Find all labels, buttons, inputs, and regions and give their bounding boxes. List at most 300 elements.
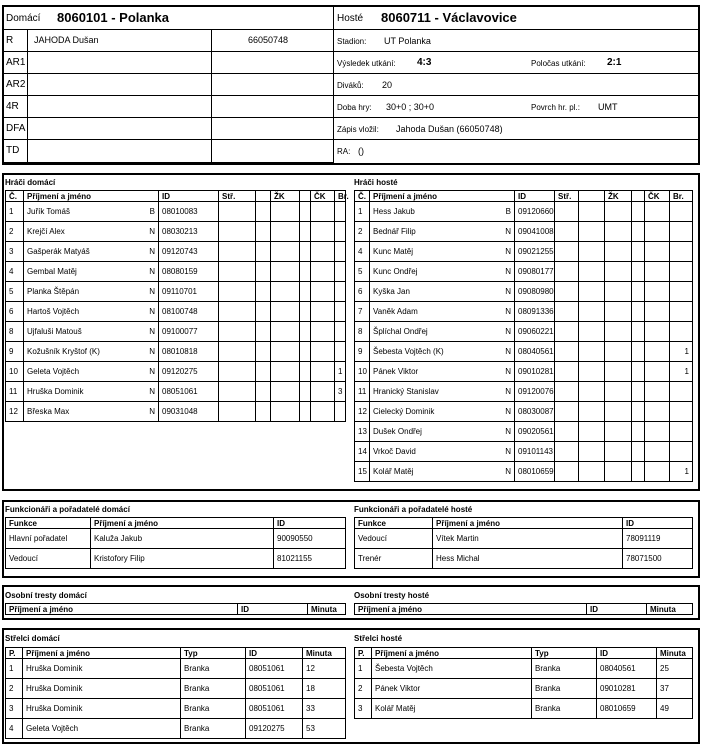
goal-type: Branka (532, 699, 597, 719)
player-red (311, 322, 335, 342)
header-grid (4, 7, 698, 163)
player-cell-empty (300, 202, 311, 222)
recorder-cell (334, 118, 698, 140)
player-red (311, 402, 335, 422)
player-cell-empty (579, 362, 605, 382)
player-id: 08030087 (515, 402, 555, 422)
player-position: N (505, 247, 511, 256)
player-yellow (605, 422, 632, 442)
player-position: N (149, 287, 155, 296)
player-number: 13 (355, 422, 370, 442)
player-cell-empty (579, 462, 605, 482)
player-cell-empty (300, 282, 311, 302)
player-yellow (605, 342, 632, 362)
player-number: 6 (355, 282, 370, 302)
player-goals (219, 342, 256, 362)
goal-type: Branka (181, 679, 246, 699)
col-type: Typ (532, 648, 597, 659)
player-name: Vaněk Adam (373, 307, 418, 316)
ra-label: RA: (337, 147, 351, 156)
official-name-box (27, 52, 212, 73)
player-yellow (605, 442, 632, 462)
away-penalties-table (354, 603, 693, 615)
player-number: 11 (6, 382, 24, 402)
player-id: 08080159 (159, 262, 219, 282)
halftime-value: 2:1 (607, 57, 622, 68)
player-keeper (670, 282, 693, 302)
goal-min: 53 (303, 719, 346, 739)
officials-header-row (355, 518, 693, 529)
player-goals (555, 242, 579, 262)
goal-type: Branka (532, 679, 597, 699)
recorder-value: Jahoda Dušan (66050748) (396, 124, 503, 134)
player-cell-empty (632, 422, 645, 442)
player-position: N (505, 467, 511, 476)
player-row (355, 362, 693, 382)
player-number: 11 (355, 382, 370, 402)
surface-value: UMT (598, 102, 618, 112)
player-id: 08030213 (159, 222, 219, 242)
player-cell-empty (256, 362, 271, 382)
player-name: Kožušník Kryštof (K) (27, 347, 100, 356)
player-cell-empty (579, 422, 605, 442)
goal-row (6, 679, 346, 699)
player-position: N (149, 327, 155, 336)
player-id: 09020561 (515, 422, 555, 442)
player-name-cell (24, 322, 159, 342)
player-yellow (271, 302, 300, 322)
goal-min: 37 (657, 679, 693, 699)
goal-type: Branka (532, 659, 597, 679)
player-keeper (335, 242, 346, 262)
player-id: 09080980 (515, 282, 555, 302)
col-name: Příjmení a jméno (372, 648, 532, 659)
officials-header-row (6, 518, 346, 529)
player-keeper: 1 (335, 362, 346, 382)
player-row (355, 342, 693, 362)
player-row (6, 282, 346, 302)
player-name-cell (370, 242, 515, 262)
official-row (6, 549, 346, 569)
player-name: Pánek Viktor (373, 367, 419, 376)
col-min: Minuta (303, 648, 346, 659)
player-cell-empty (632, 202, 645, 222)
player-keeper (335, 202, 346, 222)
player-goals (219, 382, 256, 402)
player-yellow (605, 402, 632, 422)
player-yellow (271, 202, 300, 222)
official-role: AR1 (6, 57, 26, 68)
player-red (645, 402, 670, 422)
player-keeper (670, 262, 693, 282)
player-keeper: 1 (670, 362, 693, 382)
player-goals (555, 362, 579, 382)
player-yellow (605, 302, 632, 322)
goal-name: Hruška Dominik (23, 659, 181, 679)
player-position: N (505, 347, 511, 356)
goal-row (355, 699, 693, 719)
player-red (645, 242, 670, 262)
player-position: N (505, 267, 511, 276)
player-goals (555, 462, 579, 482)
player-name: Dušek Ondřej (373, 427, 422, 436)
official-row (355, 529, 693, 549)
col-name: Příjmení a jméno (370, 191, 515, 202)
col-name: Příjmení a jméno (6, 604, 238, 615)
goal-id: 08051061 (246, 699, 303, 719)
player-name-cell (370, 442, 515, 462)
player-cell-empty (256, 222, 271, 242)
player-cell-empty (300, 382, 311, 402)
official-role: TD (6, 145, 20, 156)
player-position: N (149, 227, 155, 236)
official-role: R (6, 35, 14, 46)
player-number: 9 (355, 342, 370, 362)
official-role: AR2 (6, 79, 26, 90)
result-value: 4:3 (417, 57, 432, 68)
away-officials-table (354, 517, 693, 569)
goal-p: 2 (355, 679, 372, 699)
col-role: Funkce (6, 518, 91, 529)
player-position: N (149, 247, 155, 256)
player-goals (555, 302, 579, 322)
player-row (355, 462, 693, 482)
player-cell-empty (579, 402, 605, 422)
official-row-r (4, 30, 334, 52)
player-red (311, 262, 335, 282)
home-players-title: Hráči domácí (5, 178, 56, 187)
player-red (311, 302, 335, 322)
player-position: N (505, 387, 511, 396)
player-goals (219, 222, 256, 242)
col-name: Příjmení a jméno (23, 648, 181, 659)
player-yellow (271, 362, 300, 382)
player-position: B (149, 207, 155, 216)
goal-row (6, 699, 346, 719)
goal-row (355, 679, 693, 699)
player-name-cell (370, 422, 515, 442)
player-id: 08010659 (515, 462, 555, 482)
col-name: Příjmení a jméno (355, 604, 587, 615)
player-cell-empty (579, 302, 605, 322)
player-id: 08040561 (515, 342, 555, 362)
home-goals-title: Střelci domácí (5, 634, 60, 643)
playtime-cell (334, 96, 698, 118)
player-position: B (505, 207, 511, 216)
col-x1 (579, 191, 605, 202)
col-p: P. (355, 648, 372, 659)
result-cell (334, 52, 698, 74)
player-name-cell (370, 382, 515, 402)
player-cell-empty (579, 242, 605, 262)
col-x2 (300, 191, 311, 202)
player-name: Bednář Filip (373, 227, 416, 236)
player-number: 1 (6, 202, 24, 222)
player-id: 09120660 (515, 202, 555, 222)
player-red (645, 222, 670, 242)
col-name: Příjmení a jméno (433, 518, 623, 529)
player-name: Hranický Stanislav (373, 387, 439, 396)
home-label: Domácí (6, 13, 41, 24)
player-keeper (335, 322, 346, 342)
player-row (355, 402, 693, 422)
player-cell-empty (579, 262, 605, 282)
player-number: 10 (6, 362, 24, 382)
stadium-value: UT Polanka (384, 36, 431, 46)
player-cell-empty (579, 442, 605, 462)
goal-row (6, 659, 346, 679)
away-penalties-title: Osobní tresty hosté (354, 591, 430, 600)
col-ck: ČK (311, 191, 335, 202)
col-min: Minuta (647, 604, 693, 615)
official-name: Kaluža Jakub (91, 529, 274, 549)
player-cell-empty (300, 222, 311, 242)
player-id: 09060221 (515, 322, 555, 342)
goal-p: 4 (6, 719, 23, 739)
player-cell-empty (300, 322, 311, 342)
official-row (355, 549, 693, 569)
goal-p: 1 (355, 659, 372, 679)
player-yellow (605, 462, 632, 482)
ra-cell (334, 140, 698, 163)
player-row (355, 442, 693, 462)
player-goals (555, 382, 579, 402)
goal-id: 08051061 (246, 679, 303, 699)
player-red (311, 382, 335, 402)
stadium-cell (334, 30, 698, 52)
player-cell-empty (632, 282, 645, 302)
player-id: 09110701 (159, 282, 219, 302)
player-name-cell (370, 462, 515, 482)
col-name: Příjmení a jméno (91, 518, 274, 529)
col-type: Typ (181, 648, 246, 659)
player-goals (555, 222, 579, 242)
col-zk: ŽK (271, 191, 300, 202)
player-name: Gašperák Matyáš (27, 247, 90, 256)
spectators-label: Diváků: (337, 81, 364, 90)
goal-name: Hruška Dominik (23, 679, 181, 699)
goal-p: 3 (6, 699, 23, 719)
player-cell-empty (632, 362, 645, 382)
player-cell-empty (632, 242, 645, 262)
official-role: DFA (6, 123, 26, 134)
col-id: ID (587, 604, 647, 615)
player-position: N (149, 367, 155, 376)
player-yellow (271, 382, 300, 402)
player-row (355, 262, 693, 282)
halftime-label: Poločas utkání: (531, 59, 586, 68)
col-st: Stř. (219, 191, 256, 202)
player-name: Cielecký Dominik (373, 407, 435, 416)
goal-name: Kolář Matěj (372, 699, 532, 719)
home-team-cell (4, 7, 334, 30)
goal-min: 25 (657, 659, 693, 679)
player-red (311, 342, 335, 362)
player-number: 7 (355, 302, 370, 322)
goal-id: 08040561 (597, 659, 657, 679)
player-name-cell (370, 322, 515, 342)
home-team: 8060101 - Polanka (57, 10, 170, 25)
player-name-cell (370, 302, 515, 322)
goal-name: Pánek Viktor (372, 679, 532, 699)
player-position: N (505, 367, 511, 376)
player-name-cell (24, 222, 159, 242)
player-number: 2 (355, 222, 370, 242)
player-red (645, 362, 670, 382)
player-cell-empty (632, 262, 645, 282)
goal-id: 09010281 (597, 679, 657, 699)
col-st: Stř. (555, 191, 579, 202)
spectators-value: 20 (382, 80, 393, 90)
goal-min: 33 (303, 699, 346, 719)
player-position: N (149, 387, 155, 396)
player-name-cell (370, 342, 515, 362)
player-red (645, 382, 670, 402)
player-goals (555, 262, 579, 282)
official-name-box (27, 74, 212, 95)
col-id: ID (515, 191, 555, 202)
player-name: Břeska Max (27, 407, 70, 416)
player-number: 8 (355, 322, 370, 342)
player-goals (219, 322, 256, 342)
player-cell-empty (632, 322, 645, 342)
col-min: Minuta (657, 648, 693, 659)
players-header-row (6, 191, 346, 202)
player-keeper (335, 402, 346, 422)
player-red (311, 202, 335, 222)
official-row-td (4, 140, 334, 163)
player-row (355, 302, 693, 322)
player-number: 10 (355, 362, 370, 382)
player-keeper: 3 (335, 382, 346, 402)
player-row (6, 362, 346, 382)
player-cell-empty (632, 382, 645, 402)
player-name-cell (24, 282, 159, 302)
player-row (355, 282, 693, 302)
player-cell-empty (579, 342, 605, 362)
player-cell-empty (256, 202, 271, 222)
player-number: 1 (355, 202, 370, 222)
player-name-cell (24, 302, 159, 322)
surface-label: Povrch hr. pl.: (531, 103, 580, 112)
player-cell-empty (632, 302, 645, 322)
away-team: 8060711 - Václavovice (381, 10, 517, 25)
player-name-cell (24, 402, 159, 422)
penalties-header-row (6, 604, 346, 615)
away-goals-table (354, 647, 693, 719)
playtime-value: 30+0 ; 30+0 (386, 102, 435, 112)
player-number: 2 (6, 222, 24, 242)
official-role: Vedoucí (6, 549, 91, 569)
player-goals (555, 322, 579, 342)
player-red (311, 362, 335, 382)
player-name: Kunc Ondřej (373, 267, 418, 276)
player-position: N (505, 327, 511, 336)
official-name: JAHODA Dušan (34, 35, 99, 45)
player-keeper: 1 (670, 462, 693, 482)
player-cell-empty (256, 302, 271, 322)
player-keeper (670, 322, 693, 342)
player-position: N (149, 407, 155, 416)
official-row-ar2 (4, 74, 334, 96)
player-goals (219, 362, 256, 382)
player-id: 09120743 (159, 242, 219, 262)
player-red (645, 302, 670, 322)
goal-p: 2 (6, 679, 23, 699)
player-name: Kolář Matěj (373, 467, 414, 476)
player-yellow (271, 242, 300, 262)
player-name-cell (24, 242, 159, 262)
goal-type: Branka (181, 719, 246, 739)
player-name: Hess Jakub (373, 207, 415, 216)
player-id: 09120275 (159, 362, 219, 382)
player-goals (555, 202, 579, 222)
col-name: Příjmení a jméno (24, 191, 159, 202)
player-name: Šebesta Vojtěch (K) (373, 347, 444, 356)
player-number: 9 (6, 342, 24, 362)
goal-name: Šebesta Vojtěch (372, 659, 532, 679)
official-row-ar1 (4, 52, 334, 74)
player-yellow (605, 282, 632, 302)
ra-value: () (358, 146, 364, 156)
player-id: 09010281 (515, 362, 555, 382)
player-cell-empty (579, 222, 605, 242)
home-goals-table (5, 647, 346, 739)
col-id: ID (159, 191, 219, 202)
col-min: Minuta (308, 604, 346, 615)
player-id: 08051061 (159, 382, 219, 402)
goal-name: Geleta Vojtěch (23, 719, 181, 739)
player-goals (219, 402, 256, 422)
player-keeper (335, 342, 346, 362)
official-row (6, 529, 346, 549)
player-position: N (149, 267, 155, 276)
player-name-cell (370, 222, 515, 242)
player-name-cell (24, 202, 159, 222)
home-penalties-title: Osobní tresty domácí (5, 591, 87, 600)
player-name: Planka Štěpán (27, 287, 80, 296)
player-position: N (149, 307, 155, 316)
player-red (645, 422, 670, 442)
player-row (355, 222, 693, 242)
player-number: 14 (355, 442, 370, 462)
player-red (311, 222, 335, 242)
player-row (6, 262, 346, 282)
player-name: Ujfaluši Matouš (27, 327, 82, 336)
goal-name: Hruška Dominik (23, 699, 181, 719)
player-goals (219, 302, 256, 322)
player-row (6, 202, 346, 222)
player-position: N (505, 287, 511, 296)
player-position: N (505, 427, 511, 436)
player-id: 09041008 (515, 222, 555, 242)
player-id: 09031048 (159, 402, 219, 422)
player-cell-empty (256, 382, 271, 402)
result-label: Výsledek utkání: (337, 59, 396, 68)
player-id: 09101143 (515, 442, 555, 462)
player-position: N (505, 307, 511, 316)
goal-min: 49 (657, 699, 693, 719)
player-name: Geleta Vojtěch (27, 367, 80, 376)
player-yellow (605, 202, 632, 222)
player-name-cell (370, 202, 515, 222)
official-id: 78091119 (623, 529, 693, 549)
player-keeper (670, 242, 693, 262)
official-row-dfa (4, 118, 334, 140)
goal-row (6, 719, 346, 739)
goal-row (355, 659, 693, 679)
player-number: 5 (6, 282, 24, 302)
